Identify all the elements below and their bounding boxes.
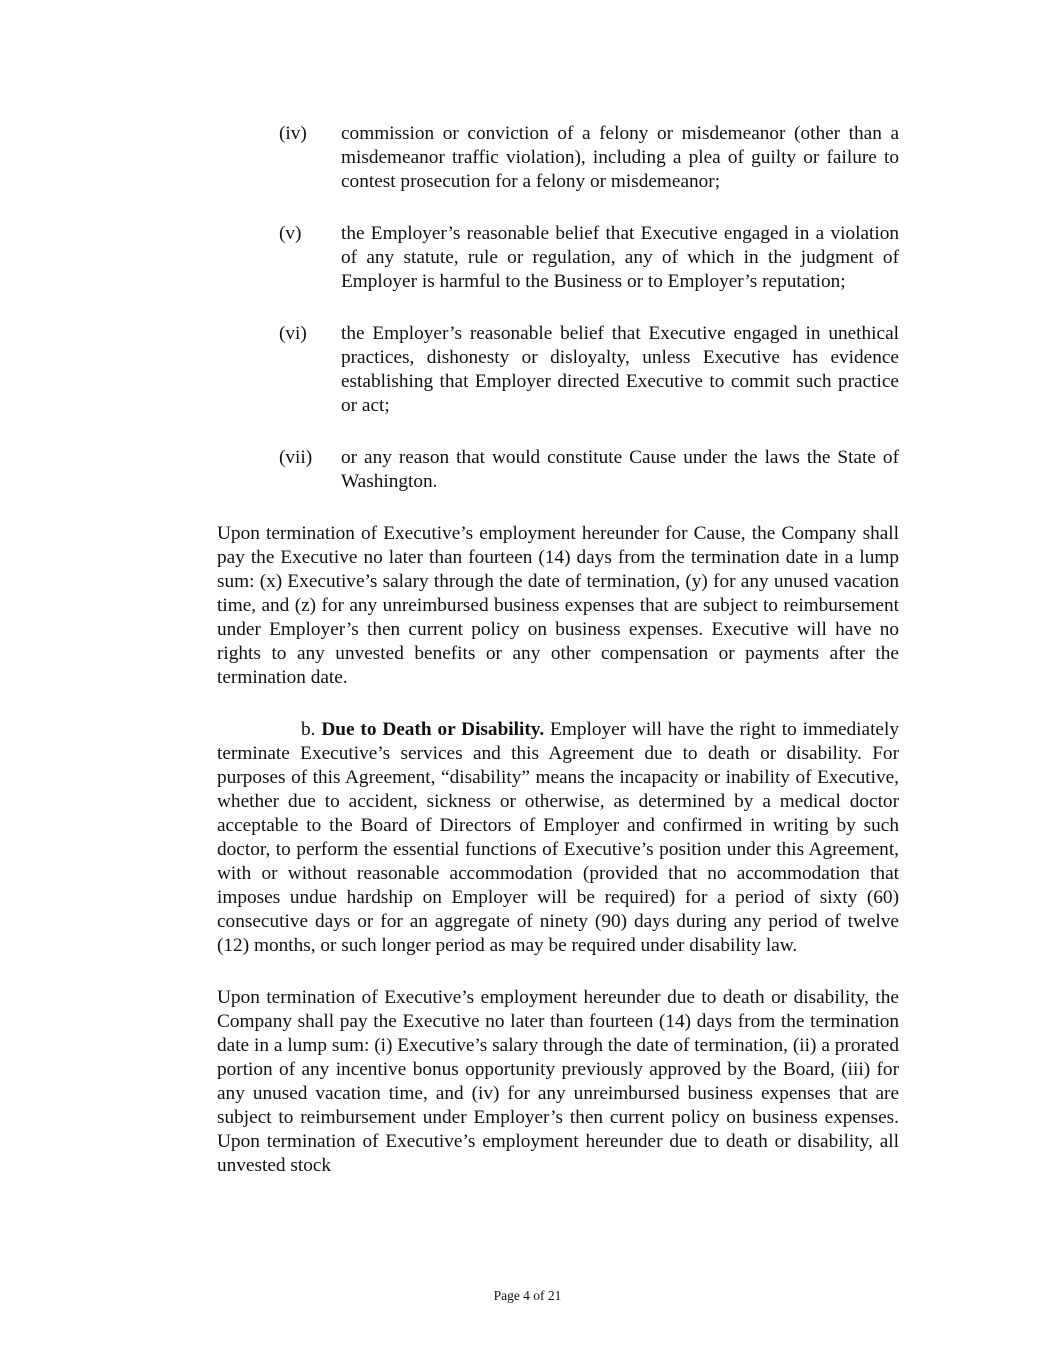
clause-text: commission or conviction of a felony or misdemeanor (other than a misdemeanor traffic violation), including a plea of guilty or failure to contest prosecution for a felony or misdemeanor; <box>341 123 899 192</box>
section-heading: Due to Death or Disability. <box>321 719 545 740</box>
clause-item-vii <box>217 446 899 494</box>
clause-text: or any reason that would constitute Cause under the laws the State of Washington. <box>341 447 899 492</box>
section-label: b. <box>301 719 316 740</box>
clause-number: (iv) <box>279 123 307 144</box>
clause-item-iv <box>217 122 899 194</box>
page-number-footer: Page 4 of 21 <box>493 1288 562 1303</box>
cause-termination-paragraph: Upon termination of Executive’s employment hereunder for Cause, the Company shall pay the Executive no later than fourteen (14) days from the termination date in a lump sum: (x) Executive’s salary through the date of termination, (y) for any unused vacation time, and (z) for any unreimbursed business expenses that are subject to reimbursement under Employer’s then current policy on business expenses. Executive will have no rights to any unvested benefits or any other compensation or payments after the termination date. <box>217 523 899 688</box>
death-disability-section <box>217 718 899 958</box>
section-text: Employer will have the right to immediately terminate Executive’s services and this Agreement due to death or disability. For purposes of this Agreement, “disability” means the incapacity or inability of Executive, whether due to accident, sickness or otherwise, as determined by a medical doctor acceptable to the Board of Directors of Employer and confirmed in writing by such doctor, to perform the essential functions of Executive’s position under this Agreement, with or without reasonable accommodation (provided that no accommodation that imposes undue hardship on Employer will be required) for a period of sixty (60) consecutive days or for an aggregate of ninety (90) days during any period of twelve (12) months, or such longer period as may be required under disability law. <box>217 719 899 956</box>
clause-number: (v) <box>279 223 302 244</box>
clause-item-v <box>217 222 899 294</box>
document-body <box>217 122 899 1206</box>
clause-text: the Employer’s reasonable belief that Executive engaged in a violation of any statute, rule or regulation, any of which in the judgment of Employer is harmful to the Business or to Employer’s reputation; <box>341 223 899 292</box>
clause-text: the Employer’s reasonable belief that Executive engaged in unethical practices, dishonesty or disloyalty, unless Executive has evidence establishing that Employer directed Executive to commit such practice or act; <box>341 323 899 416</box>
clause-item-vi <box>217 322 899 418</box>
clause-number: (vi) <box>279 323 307 344</box>
death-termination-paragraph: Upon termination of Executive’s employment hereunder due to death or disability, the Company shall pay the Executive no later than fourteen (14) days from the termination date in a lump sum: (i) Executive’s salary through the date of termination, (ii) a prorated portion of any incentive bonus opportunity previously approved by the Board, (iii) for any unused vacation time, and (iv) for any unreimbursed business expenses that are subject to reimbursement under Employer’s then current policy on business expenses. Upon termination of Executive’s employment hereunder due to death or disability, all unvested stock <box>217 987 899 1176</box>
clause-number: (vii) <box>279 447 313 468</box>
